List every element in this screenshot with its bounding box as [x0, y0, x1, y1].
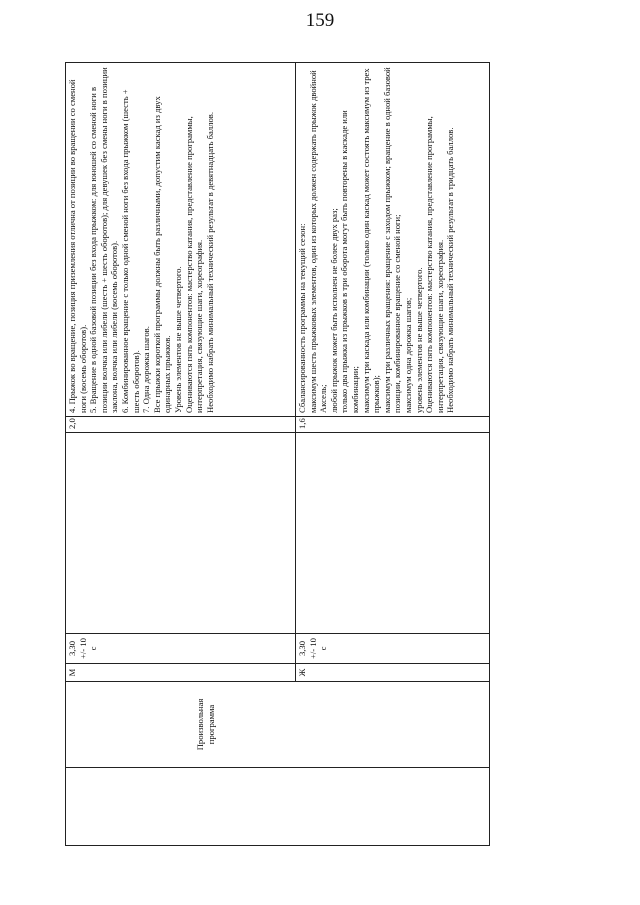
duration-cell: 3,30 +/- 10 с	[66, 634, 296, 664]
requirement-line: Сбалансированность программы на текущий сезон:	[297, 223, 307, 413]
duration-cell: 3,30 +/- 10 с	[296, 634, 490, 664]
requirements-cell	[66, 63, 296, 417]
empty-cell	[66, 768, 490, 846]
rotated-table-wrapper	[65, 63, 490, 846]
requirement-line: Необходимо набрать минимальный технический результат в тридцать баллов.	[445, 127, 456, 413]
requirement-line: уровень элементов не выше четвертого.	[413, 267, 424, 413]
requirement-line: Оцениваются пять компонентов: мастерство катания, представление программы, интерпретация, связующие шаги, хореография.	[183, 116, 205, 413]
table-row	[66, 63, 296, 846]
requirements-cell	[296, 63, 490, 417]
requirement-line: Все прыжки короткой программы должны быть различными, допустим каскад из двух одинарных прыжков.	[151, 96, 173, 413]
program-type-cell	[66, 682, 490, 768]
requirement-line: Уровень элементов не выше четвертого.	[172, 266, 183, 413]
program-type-label: Произвольная программа	[195, 698, 216, 751]
coefficient-cell: 1,6	[296, 417, 490, 433]
requirement-line: Оцениваются пять компонентов: мастерство катания, представление программы, интерпретация, связующие шаги, хореография.	[424, 116, 445, 413]
empty-cell	[66, 433, 296, 634]
requirement-line: максимум одна дорожка шагов;	[402, 297, 413, 413]
coefficient-cell: 2,0	[66, 417, 296, 433]
requirement-line: максимум три каскада или комбинации (только один каскад может состоять максимум из трех прыжков);	[360, 68, 382, 413]
requirement-line: 7. Одна дорожка шагов.	[141, 326, 152, 413]
requirement-line: 5. Вращение в одной базовой позиции без входа прыжком: для юношей со сменой ноги в позиции волчка или либели (шесть + шесть оборотов); для девушек без смены ноги в позиции заклона, волчка или либели (восемь оборотов).	[88, 67, 120, 413]
requirement-line: максимум три различных вращения: вращение с заходом прыжком; вращение в одной базовой позиции, комбинированное вращение со сменой ноги;	[381, 67, 403, 413]
empty-cell	[296, 433, 490, 634]
gender-cell: Ж	[296, 664, 490, 682]
requirement-line: Необходимо набрать минимальный технический результат в девятнадцать баллов.	[204, 112, 215, 413]
requirements-table	[65, 62, 490, 846]
page-number: 159	[305, 10, 335, 31]
requirement-line: 6. Комбинированное вращение с только одной сменой ноги без входа прыжком (шесть + шесть оборотов).	[119, 89, 141, 413]
requirement-line: только два прыжка из прыжков в три оборота могут быть повторены в каскаде или комбинации;	[339, 110, 360, 413]
requirement-line: 4. Прыжок во вращение, позиция приземления отлична от позиции во вращении со сменой ноги (восемь оборотов).	[67, 79, 88, 413]
requirement-line: любой прыжок может быть исполнен не более двух раз;	[328, 208, 339, 413]
gender-cell: М	[66, 664, 296, 682]
requirement-line: максимум шесть прыжковых элементов, один из которых должен содержать прыжок двойной Аксель;	[307, 70, 329, 413]
